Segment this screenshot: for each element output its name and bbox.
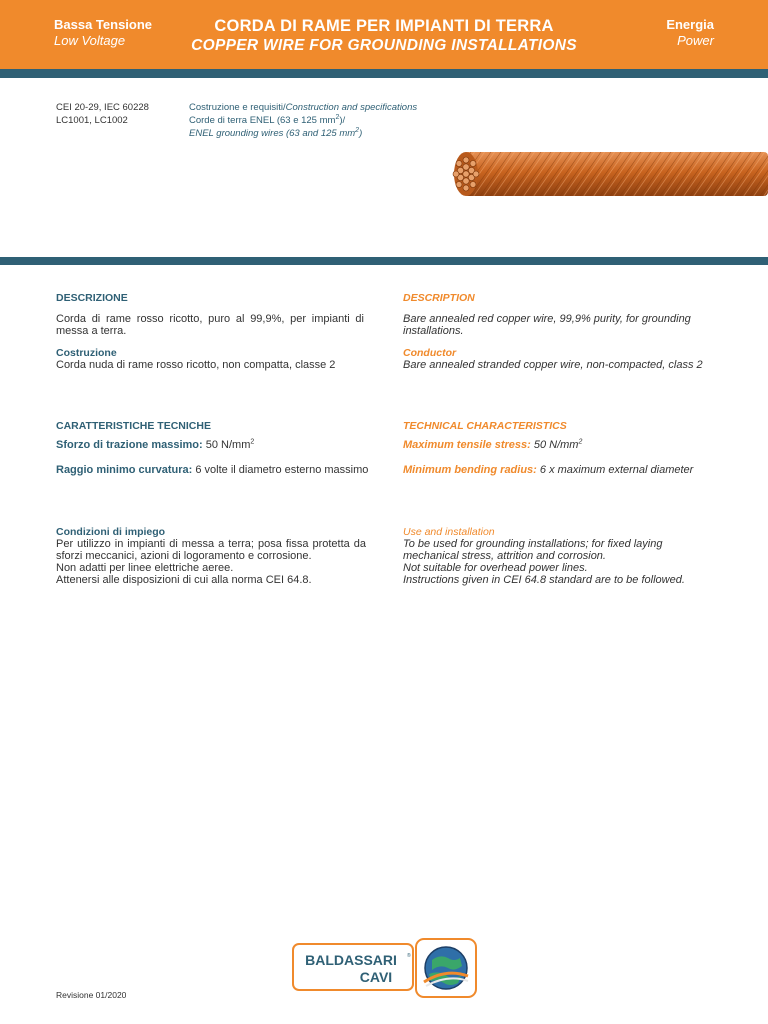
norms-block (56, 101, 149, 127)
section-heading: CARATTERISTICHE TECNICHE (56, 420, 211, 432)
sector-en: Power (677, 33, 714, 48)
norms-line: LC1001, LC1002 (56, 115, 128, 126)
section-heading: Condizioni di impiego (56, 526, 166, 538)
description-text: Corda di rame rosso ricotto, puro al 99,9%, per impianti di messa a terra. (56, 313, 364, 337)
usage-line: Non adatti per linee elettriche aeree. (56, 562, 234, 574)
revision-note: Revisione 01/2020 (56, 990, 127, 1000)
usage-line: Attenersi alle disposizioni di cui alla norma CEI 64.8. (56, 574, 312, 586)
svg-text:CAVI: CAVI (359, 969, 393, 985)
header-divider (0, 69, 768, 78)
use-section (403, 526, 713, 586)
sector-it: Energia (666, 17, 714, 32)
category-en: Low Voltage (54, 33, 126, 48)
header-right (666, 17, 714, 49)
header-left (54, 17, 152, 49)
section-divider (0, 257, 768, 265)
section-heading: DESCRIPTION (403, 292, 475, 304)
construction-text: Corda nuda di rame rosso ricotto, non compatta, classe 2 (56, 359, 336, 371)
svg-text:®: ® (407, 953, 411, 959)
specs-line: Costruzione e requisiti/Construction and specifications (189, 102, 418, 113)
copper-wire-image (452, 150, 768, 198)
usage-line: Instructions given in CEI 64.8 standard are to be followed. (403, 574, 685, 586)
bending-row: Raggio minimo curvatura: 6 volte il diametro esterno massimo (56, 464, 369, 476)
tensile-row: Maximum tensile stress: 50 $N/mm^2$ (403, 438, 583, 451)
specs-block (189, 101, 417, 140)
technical-section (403, 420, 723, 476)
title-en: COPPER WIRE FOR GROUNDING INSTALLATIONS (191, 37, 577, 54)
subsection-heading: Conductor (403, 347, 457, 359)
tensile-row: Sforzo di trazione massimo: 50 $N/mm^2$ (56, 438, 255, 451)
baldassari-cavi-logo (292, 938, 478, 998)
specs-line: Corde di terra ENEL (63 e 125 $mm^2)/$ (189, 113, 346, 126)
svg-text:BALDASSARI: BALDASSARI (305, 952, 397, 968)
title-it: CORDA DI RAME PER IMPIANTI DI TERRA (214, 17, 554, 35)
condizioni-section (56, 526, 366, 586)
conductor-text: Bare annealed stranded copper wire, non-compacted, class 2 (403, 359, 703, 371)
description-text: Bare annealed red copper wire, 99,9% purity, for grounding installations. (403, 313, 691, 337)
usage-line: To be used for grounding installations; for fixed laying mechanical stress, attrition and corrosion. (403, 538, 663, 562)
section-heading: TECHNICAL CHARACTERISTICS (403, 420, 567, 432)
description-section (403, 292, 713, 371)
descrizione-section (56, 292, 364, 371)
caratteristiche-section (56, 420, 376, 476)
specs-line: ENEL grounding wires (63 and 125 $mm^2$) (189, 126, 363, 139)
header-title (160, 16, 608, 55)
section-heading: DESCRIZIONE (56, 292, 128, 304)
section-heading: Use and installation (403, 526, 495, 538)
usage-line: Not suitable for overhead power lines. (403, 562, 588, 574)
category-it: Bassa Tensione (54, 17, 153, 32)
header-bar (0, 0, 768, 69)
usage-line: Per utilizzo in impianti di messa a terra; posa fissa protetta da sforzi meccanici, azioni di logoramento e corrosione. (56, 538, 366, 562)
bending-row: Minimum bending radius: 6 x maximum external diameter (403, 464, 694, 476)
norms-line: CEI 20-29, IEC 60228 (56, 102, 149, 113)
subsection-heading: Costruzione (56, 347, 117, 359)
